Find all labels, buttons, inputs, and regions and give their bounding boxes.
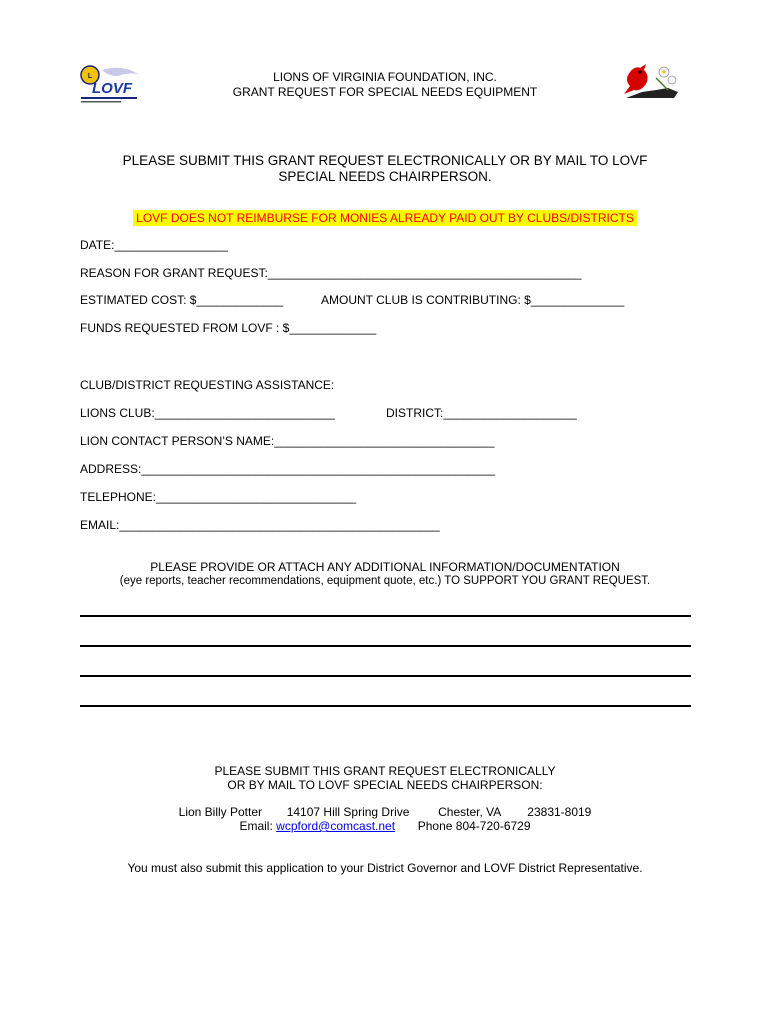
header-title-line2: GRANT REQUEST FOR SPECIAL NEEDS EQUIPMENT	[232, 85, 538, 99]
submit-line1: PLEASE SUBMIT THIS GRANT REQUEST ELECTRONICALLY	[214, 764, 556, 778]
estimated-cost-field[interactable]: ESTIMATED COST: $_____________	[80, 293, 284, 307]
chairperson-zip: 23831-8019	[527, 805, 592, 819]
district-field[interactable]: DISTRICT:____________________	[386, 406, 577, 420]
write-in-line[interactable]	[80, 615, 691, 617]
submit-line2: OR BY MAIL TO LOVF SPECIAL NEEDS CHAIRPERSON:	[227, 778, 543, 792]
email-link[interactable]: wcpford@comcast.net	[276, 819, 396, 833]
chairperson-name: Lion Billy Potter	[178, 805, 263, 819]
contact-name-field[interactable]: LION CONTACT PERSON’S NAME:_________________________________	[80, 434, 495, 448]
email-label: Email:	[239, 819, 273, 833]
chairperson-contact	[0, 819, 770, 833]
lovf-logo	[78, 62, 146, 106]
chairperson-street: 14107 Hill Spring Drive	[286, 805, 410, 819]
intro-line1: PLEASE SUBMIT THIS GRANT REQUEST ELECTRONICALLY OR BY MAIL TO LOVF	[122, 153, 648, 168]
email-field[interactable]: EMAIL:________________________________________________	[80, 518, 440, 532]
chairperson-city: Chester, VA	[438, 805, 501, 819]
telephone-field[interactable]: TELEPHONE:______________________________	[80, 490, 357, 504]
write-in-line[interactable]	[80, 675, 691, 677]
additional-info-line2: (eye reports, teacher recommendations, equipment quote, etc.) TO SUPPORT YOU GRANT REQUEST.	[119, 575, 651, 587]
warning-banner	[0, 209, 770, 227]
reason-field[interactable]: REASON FOR GRANT REQUEST:_______________________________________________	[80, 266, 582, 280]
write-in-line[interactable]	[80, 645, 691, 647]
logo-text: LOVF	[92, 80, 132, 97]
warning-text: LOVF DOES NOT REIMBURSE FOR MONIES ALREADY PAID OUT BY CLUBS/DISTRICTS	[133, 210, 637, 226]
intro-line2: SPECIAL NEEDS CHAIRPERSON.	[278, 169, 492, 184]
svg-text:L: L	[87, 73, 93, 80]
lions-club-field[interactable]: LIONS CLUB:___________________________	[80, 406, 335, 420]
funds-requested-field[interactable]: FUNDS REQUESTED FROM LOVF : $_____________	[80, 321, 377, 335]
header-title-line1: LIONS OF VIRGINIA FOUNDATION, INC.	[273, 70, 497, 84]
phone-number: Phone 804-720-6729	[417, 819, 531, 833]
write-in-line[interactable]	[80, 705, 691, 707]
address-field[interactable]: ADDRESS:_____________________________________________________	[80, 462, 496, 476]
final-note: You must also submit this application to your District Governor and LOVF District Representative.	[127, 861, 643, 875]
date-field[interactable]: DATE:_________________	[80, 238, 228, 252]
club-district-heading: CLUB/DISTRICT REQUESTING ASSISTANCE:	[80, 378, 335, 392]
additional-info-line1: PLEASE PROVIDE OR ATTACH ANY ADDITIONAL INFORMATION/DOCUMENTATION	[150, 560, 620, 574]
chairperson-address	[0, 805, 770, 819]
cardinal-icon	[616, 62, 682, 106]
virginia-cardinal-logo	[616, 62, 682, 106]
amount-club-field[interactable]: AMOUNT CLUB IS CONTRIBUTING: $______________	[321, 293, 625, 307]
lions-emblem-icon	[78, 62, 146, 106]
